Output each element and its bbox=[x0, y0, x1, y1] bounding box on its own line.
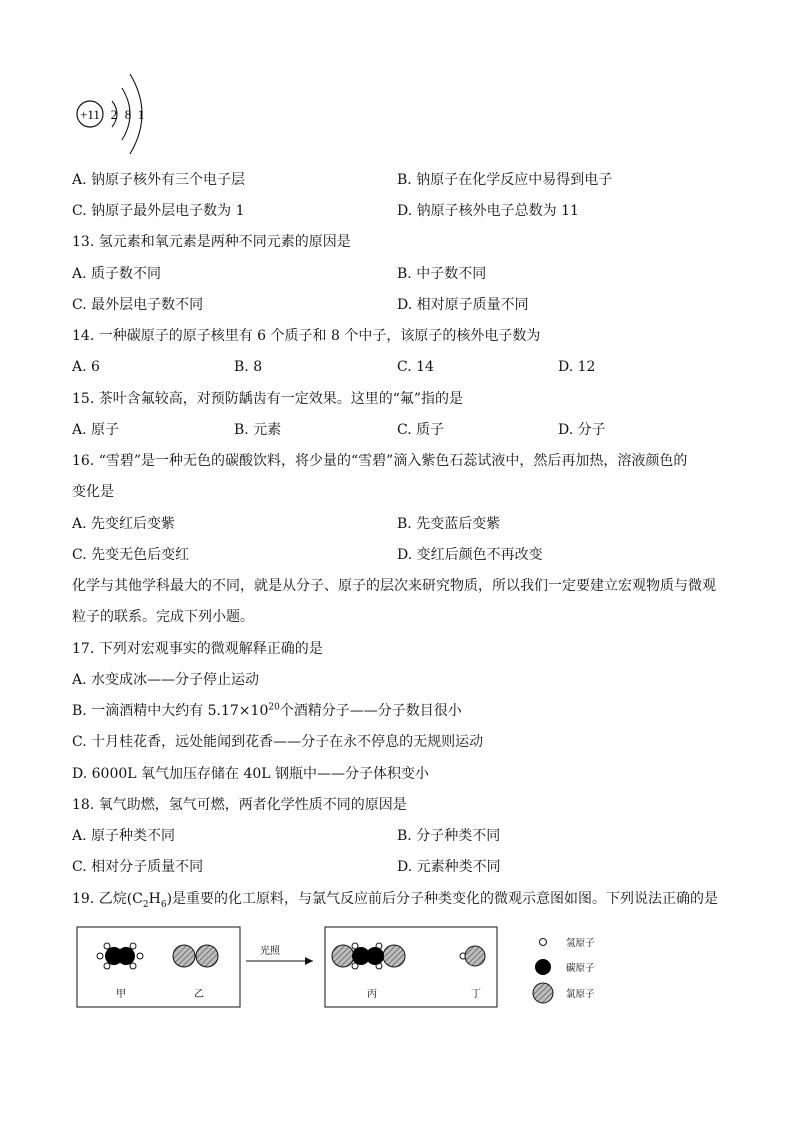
nucleus-charge: +11 bbox=[80, 107, 100, 122]
q17-option-d: D. 6000L 氧气加压存储在 40L 钢瓶中——分子体积变小 bbox=[72, 766, 430, 782]
q14-stem: 14. 一种碳原子的原子核里有 6 个质子和 8 个中子，该原子的核外电子数为 bbox=[72, 328, 541, 344]
sodium-atom-structure-diagram bbox=[72, 64, 162, 164]
hydrogen-chloride-molecule bbox=[460, 946, 485, 966]
hydrogen-atom bbox=[130, 943, 136, 949]
shell-2-electrons: 8 bbox=[124, 107, 132, 122]
q16-option-a: A. 先变红后变紫 bbox=[72, 516, 176, 532]
q15-option-d: D. 分子 bbox=[558, 422, 606, 438]
q17-option-b-exponent: 20 bbox=[268, 702, 280, 713]
q19-stem-hydrogen: H bbox=[148, 891, 161, 907]
q16-stem-line2: 变化是 bbox=[72, 484, 114, 500]
q14-option-c: C. 14 bbox=[397, 359, 434, 375]
q17-option-a: A. 水变成冰——分子停止运动 bbox=[72, 672, 260, 688]
label-ding: 丁 bbox=[471, 989, 481, 1000]
q19-stem bbox=[72, 891, 719, 910]
q16-option-d: D. 变红后颜色不再改变 bbox=[397, 547, 543, 563]
label-yi: 乙 bbox=[194, 989, 204, 1000]
carbon-atom bbox=[117, 947, 135, 965]
q19-subscript-hydrogen: 6 bbox=[160, 899, 167, 910]
section-intro-line2: 粒子的联系。完成下列小题。 bbox=[72, 609, 254, 625]
legend-carbon-label: 碳原子 bbox=[566, 963, 595, 974]
q17-option-b bbox=[72, 703, 462, 719]
arrow-head-icon bbox=[305, 957, 313, 965]
chloroethane-molecule bbox=[332, 943, 405, 969]
q13-option-a: A. 质子数不同 bbox=[72, 266, 162, 282]
hydrogen-atom bbox=[137, 953, 143, 959]
chlorine-atom bbox=[465, 946, 485, 966]
label-bing: 丙 bbox=[367, 989, 377, 1000]
legend-hydrogen-label: 氢原子 bbox=[566, 938, 595, 949]
q14-option-b: B. 8 bbox=[234, 359, 263, 375]
reaction-micro-diagram bbox=[70, 920, 630, 1015]
q18-stem: 18. 氧气助燃，氢气可燃，两者化学性质不同的原因是 bbox=[72, 797, 407, 813]
carbon-atom bbox=[366, 947, 384, 965]
chlorine-atom bbox=[383, 945, 405, 967]
q13-option-d: D. 相对原子质量不同 bbox=[397, 297, 529, 313]
q17-option-b-text-end: 个酒精分子——分子数目很小 bbox=[279, 703, 462, 719]
q13-option-c: C. 最外层电子数不同 bbox=[72, 297, 204, 313]
legend-chlorine-label: 氯原子 bbox=[566, 989, 595, 1000]
q15-option-a: A. 原子 bbox=[72, 422, 120, 438]
chlorine-molecule bbox=[173, 945, 218, 967]
legend-chlorine-icon bbox=[533, 983, 553, 1003]
chlorine-atom bbox=[173, 945, 195, 967]
q17-option-c: C. 十月桂花香，远处能闻到花香——分子在永不停息的无规则运动 bbox=[72, 734, 484, 750]
q12-option-b: B. 钠原子在化学反应中易得到电子 bbox=[397, 172, 613, 188]
reactants-box bbox=[77, 927, 240, 1007]
legend-hydrogen-icon bbox=[540, 939, 547, 946]
q12-option-c: C. 钠原子最外层电子数为 1 bbox=[72, 203, 245, 219]
q18-option-b: B. 分子种类不同 bbox=[397, 828, 501, 844]
q17-option-b-text: B. 一滴酒精中大约有 5.17×10 bbox=[72, 703, 269, 719]
hydrogen-atom bbox=[104, 943, 110, 949]
ethane-molecule bbox=[97, 943, 143, 969]
q16-stem-line1: 16. “雪碧”是一种无色的碳酸饮料，将少量的“雪碧”滴入紫色石蕊试液中，然后再加热，溶液颜色的 bbox=[72, 453, 688, 469]
q18-option-a: A. 原子种类不同 bbox=[72, 828, 176, 844]
hydrogen-atom bbox=[130, 963, 136, 969]
arrow-label: 光照 bbox=[260, 946, 280, 957]
q19-stem-start: 19. 乙烷(C bbox=[72, 891, 143, 907]
q14-option-a: A. 6 bbox=[72, 359, 100, 375]
q15-option-b: B. 元素 bbox=[234, 422, 282, 438]
q18-option-d: D. 元素种类不同 bbox=[397, 859, 501, 875]
q17-stem: 17. 下列对宏观事实的微观解释正确的是 bbox=[72, 641, 323, 657]
q16-option-b: B. 先变蓝后变紫 bbox=[397, 516, 501, 532]
chlorine-atom bbox=[332, 945, 354, 967]
legend-carbon-icon bbox=[535, 959, 551, 975]
section-intro-line1: 化学与其他学科最大的不同，就是从分子、原子的层次来研究物质，所以我们一定要建立宏观物质与微观 bbox=[72, 578, 716, 594]
q15-option-c: C. 质子 bbox=[397, 422, 445, 438]
q19-subscript-carbon: 2 bbox=[142, 899, 149, 910]
label-jia: 甲 bbox=[116, 989, 126, 1000]
shell-3-electrons: 1 bbox=[137, 107, 145, 122]
q12-option-d: D. 钠原子核外电子总数为 11 bbox=[397, 203, 579, 219]
q12-option-a: A. 钠原子核外有三个电子层 bbox=[72, 172, 246, 188]
hydrogen-atom bbox=[104, 963, 110, 969]
chlorine-atom bbox=[196, 945, 218, 967]
shell-1-electrons: 2 bbox=[110, 107, 118, 122]
hydrogen-atom bbox=[97, 953, 103, 959]
q13-stem: 13. 氢元素和氧元素是两种不同元素的原因是 bbox=[72, 234, 351, 250]
q18-option-c: C. 相对分子质量不同 bbox=[72, 859, 204, 875]
q16-option-c: C. 先变无色后变红 bbox=[72, 547, 190, 563]
q14-option-d: D. 12 bbox=[558, 359, 596, 375]
q15-stem: 15. 茶叶含氟较高，对预防龋齿有一定效果。这里的“氟”指的是 bbox=[72, 391, 464, 407]
q13-option-b: B. 中子数不同 bbox=[397, 266, 487, 282]
q19-stem-end: )是重要的化工原料，与氯气反应前后分子种类变化的微观示意图如图。下列说法正确的是 bbox=[166, 891, 719, 907]
